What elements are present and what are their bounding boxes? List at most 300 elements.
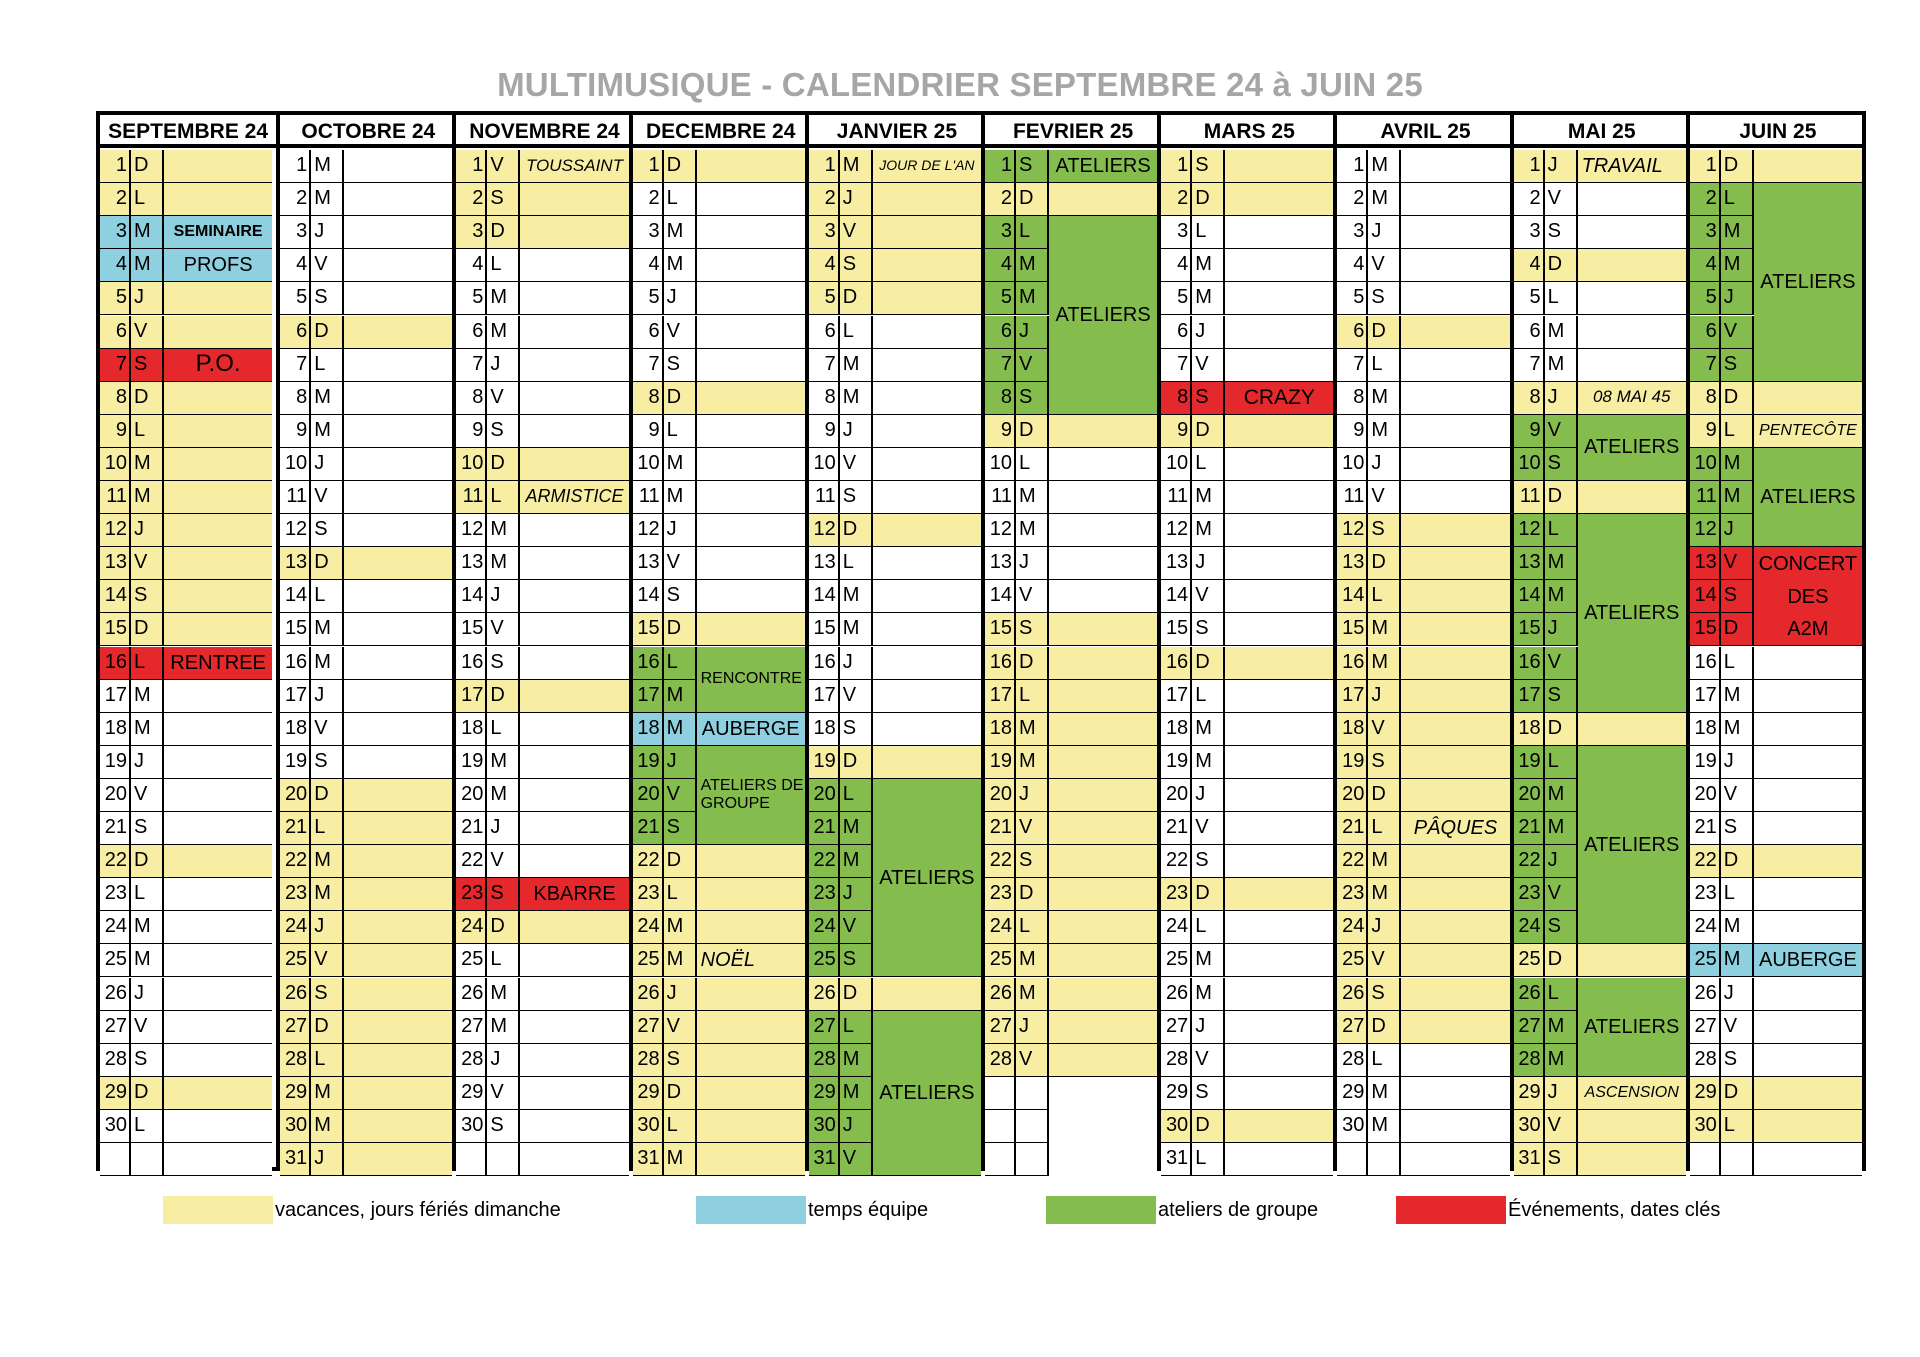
day-letter: L: [664, 415, 697, 448]
day-letter: D: [311, 779, 344, 812]
day-letter: M: [840, 1077, 873, 1110]
day-letter: V: [131, 316, 164, 349]
day-number: 24: [1690, 911, 1721, 944]
day-letter: L: [840, 547, 873, 580]
day-cell: [1401, 1110, 1509, 1143]
day-number: 8: [633, 382, 664, 415]
day-letter: M: [1721, 448, 1754, 481]
day-letter: J: [1721, 514, 1754, 547]
day-number: 14: [1690, 580, 1721, 613]
day-cell: [520, 183, 628, 216]
day-number: 16: [1690, 647, 1721, 680]
day-letter: L: [131, 183, 164, 216]
day-letter: S: [1545, 680, 1578, 713]
day-number: 23: [1690, 878, 1721, 911]
day-cell: [164, 1143, 272, 1176]
day-letter: M: [1192, 481, 1225, 514]
day-number: 16: [985, 647, 1016, 680]
day-cell: [1225, 845, 1333, 878]
day-cell: [697, 282, 805, 315]
day-cell: [1225, 1143, 1333, 1176]
day-cell: [520, 349, 628, 382]
day-number: 23: [456, 878, 487, 911]
day-letter: M: [1721, 216, 1754, 249]
day-cell: [873, 613, 981, 646]
day-number: 9: [100, 415, 131, 448]
day-cell: [1225, 647, 1333, 680]
day-number: 21: [456, 812, 487, 845]
day-number: 5: [280, 282, 311, 315]
day-number: 2: [280, 183, 311, 216]
day-letter: M: [1368, 878, 1401, 911]
day-number: 9: [456, 415, 487, 448]
day-letter: J: [664, 978, 697, 1011]
month-column: [1510, 115, 1690, 1167]
day-letter: D: [1016, 878, 1049, 911]
day-number: 7: [100, 349, 131, 382]
day-number: 19: [1337, 746, 1368, 779]
day-cell: [1049, 514, 1157, 547]
day-cell: [873, 183, 981, 216]
day-cell: [164, 183, 272, 216]
day-letter: [1016, 1110, 1049, 1143]
day-number: 7: [280, 349, 311, 382]
day-cell: [1754, 713, 1862, 746]
day-letter: L: [1545, 746, 1578, 779]
day-letter: L: [131, 647, 164, 680]
event-label: [1401, 812, 1509, 845]
day-number: 2: [456, 183, 487, 216]
day-cell: [520, 1143, 628, 1176]
day-cell: [1401, 1011, 1509, 1044]
day-number: 1: [1690, 150, 1721, 183]
day-letter: D: [131, 150, 164, 183]
day-cell: [1401, 514, 1509, 547]
day-cell: [344, 1077, 452, 1110]
day-number: 14: [1161, 580, 1192, 613]
day-cell: [520, 547, 628, 580]
day-cell: [1754, 1077, 1862, 1110]
day-number: 12: [633, 514, 664, 547]
day-cell: [697, 349, 805, 382]
day-letter: M: [131, 216, 164, 249]
day-cell: [1225, 911, 1333, 944]
day-letter: S: [1721, 349, 1754, 382]
day-cell: [1049, 183, 1157, 216]
day-number: 15: [809, 613, 840, 646]
day-cell: [1754, 647, 1862, 680]
day-letter: M: [1016, 978, 1049, 1011]
day-letter: V: [1545, 647, 1578, 680]
day-number: 8: [1690, 382, 1721, 415]
day-number: 5: [100, 282, 131, 315]
day-letter: V: [1368, 944, 1401, 977]
event-text: TOUSSAINT: [525, 155, 623, 175]
day-letter: M: [1545, 547, 1578, 580]
day-number: 17: [280, 680, 311, 713]
day-letter: D: [1368, 1011, 1401, 1044]
day-cell: [164, 150, 272, 183]
day-letter: D: [487, 448, 520, 481]
day-letter: J: [487, 812, 520, 845]
day-number: 11: [280, 481, 311, 514]
day-letter: J: [1721, 746, 1754, 779]
day-cell: [697, 978, 805, 1011]
day-cell: [520, 514, 628, 547]
day-letter: M: [664, 944, 697, 977]
day-number: 12: [1337, 514, 1368, 547]
month-header: NOVEMBRE 24: [456, 115, 632, 148]
day-number: 3: [1161, 216, 1192, 249]
event-label: [697, 944, 805, 977]
day-number: 13: [1337, 547, 1368, 580]
day-letter: M: [1721, 680, 1754, 713]
day-letter: [1721, 1143, 1754, 1176]
day-number: 25: [1337, 944, 1368, 977]
day-cell: [344, 382, 452, 415]
day-cell: [344, 680, 452, 713]
day-number: 28: [456, 1044, 487, 1077]
day-letter: S: [487, 647, 520, 680]
day-letter: D: [131, 1077, 164, 1110]
day-number: 16: [280, 647, 311, 680]
day-letter: S: [311, 514, 344, 547]
day-letter: L: [131, 878, 164, 911]
event-text: ATELIERS: [1760, 486, 1856, 509]
day-number: 26: [1337, 978, 1368, 1011]
day-letter: L: [1368, 812, 1401, 845]
day-letter: D: [1368, 547, 1401, 580]
calendar-grid: [96, 111, 1866, 1171]
day-number: 10: [100, 448, 131, 481]
day-cell: [1049, 746, 1157, 779]
day-letter: M: [1368, 150, 1401, 183]
day-cell: [344, 713, 452, 746]
day-number: 3: [280, 216, 311, 249]
event-label: [1754, 448, 1862, 547]
day-cell: [697, 481, 805, 514]
day-number: 10: [1337, 448, 1368, 481]
day-number: 27: [1690, 1011, 1721, 1044]
day-number: 5: [1161, 282, 1192, 315]
day-cell: [1225, 514, 1333, 547]
day-number: 4: [100, 249, 131, 282]
day-cell: [1401, 183, 1509, 216]
day-letter: S: [311, 978, 344, 1011]
day-letter: M: [487, 547, 520, 580]
day-letter: L: [311, 349, 344, 382]
day-number: 23: [633, 878, 664, 911]
day-number: 7: [633, 349, 664, 382]
day-letter: V: [1016, 580, 1049, 613]
event-text: PENTECÔTE: [1758, 422, 1857, 440]
day-number: 17: [456, 680, 487, 713]
day-cell: [520, 1044, 628, 1077]
event-label: [164, 647, 272, 680]
day-letter: J: [1192, 316, 1225, 349]
day-letter: D: [664, 150, 697, 183]
day-letter: L: [487, 481, 520, 514]
day-cell: [1225, 1011, 1333, 1044]
day-number: 26: [456, 978, 487, 1011]
day-letter: S: [1721, 812, 1754, 845]
day-letter: D: [1192, 1110, 1225, 1143]
day-number: 20: [100, 779, 131, 812]
day-number: 20: [280, 779, 311, 812]
day-letter: [1016, 1077, 1049, 1110]
day-number: 30: [633, 1110, 664, 1143]
day-letter: L: [664, 647, 697, 680]
day-letter: D: [1016, 415, 1049, 448]
day-cell: [164, 481, 272, 514]
day-number: 12: [809, 514, 840, 547]
day-number: 14: [100, 580, 131, 613]
day-letter: M: [664, 680, 697, 713]
day-number: 10: [456, 448, 487, 481]
day-letter: S: [1192, 150, 1225, 183]
day-cell: [344, 183, 452, 216]
day-letter: S: [1545, 1143, 1578, 1176]
day-cell: [1754, 382, 1862, 415]
day-number: 6: [1514, 316, 1545, 349]
day-number: 17: [633, 680, 664, 713]
day-letter: D: [1721, 150, 1754, 183]
day-number: 17: [100, 680, 131, 713]
day-number: 27: [456, 1011, 487, 1044]
day-cell: [1754, 911, 1862, 944]
day-letter: L: [840, 316, 873, 349]
day-number: 18: [1161, 713, 1192, 746]
day-letter: M: [311, 382, 344, 415]
day-letter: D: [487, 680, 520, 713]
event-text: NOËL: [700, 949, 756, 972]
day-letter: D: [1192, 415, 1225, 448]
day-letter: V: [311, 713, 344, 746]
day-cell: [1225, 547, 1333, 580]
day-number: 13: [456, 547, 487, 580]
event-label: [1754, 944, 1862, 977]
day-letter: J: [1545, 150, 1578, 183]
event-text: ATELIERS: [879, 866, 975, 889]
day-letter: J: [840, 415, 873, 448]
day-number: 12: [1514, 514, 1545, 547]
event-text: AUBERGE: [701, 717, 800, 740]
day-number: 15: [456, 613, 487, 646]
month-header: AVRIL 25: [1337, 115, 1513, 148]
day-letter: M: [1192, 944, 1225, 977]
day-cell: [697, 415, 805, 448]
day-number: 19: [809, 746, 840, 779]
day-letter: D: [1192, 878, 1225, 911]
day-cell: [1401, 216, 1509, 249]
event-text: ATELIERS DE GROUPE: [700, 777, 804, 812]
day-cell: [164, 680, 272, 713]
day-letter: V: [664, 779, 697, 812]
day-number: 24: [280, 911, 311, 944]
day-number: [985, 1077, 1016, 1110]
event-label: [1754, 613, 1862, 646]
day-number: 15: [1690, 613, 1721, 646]
day-cell: [1225, 812, 1333, 845]
day-cell: [1049, 911, 1157, 944]
day-number: 26: [1161, 978, 1192, 1011]
day-number: 15: [1161, 613, 1192, 646]
day-number: 7: [456, 349, 487, 382]
day-letter: D: [1368, 779, 1401, 812]
day-number: 22: [633, 845, 664, 878]
day-letter: D: [664, 613, 697, 646]
day-number: 25: [1514, 944, 1545, 977]
day-cell: [1225, 349, 1333, 382]
day-letter: V: [840, 680, 873, 713]
day-letter: J: [1545, 1077, 1578, 1110]
day-letter: S: [1368, 514, 1401, 547]
day-letter: M: [664, 481, 697, 514]
day-letter: L: [1721, 1110, 1754, 1143]
day-cell: [164, 1077, 272, 1110]
day-cell: [164, 713, 272, 746]
day-number: 29: [100, 1077, 131, 1110]
day-letter: S: [131, 580, 164, 613]
day-cell: [1578, 1110, 1686, 1143]
day-letter: V: [1016, 812, 1049, 845]
day-number: 4: [809, 249, 840, 282]
day-number: 4: [985, 249, 1016, 282]
day-letter: M: [1192, 282, 1225, 315]
day-cell: [520, 812, 628, 845]
day-cell: [873, 713, 981, 746]
day-number: 6: [1690, 316, 1721, 349]
day-cell: [164, 580, 272, 613]
day-cell: [344, 1143, 452, 1176]
day-cell: [1578, 481, 1686, 514]
day-letter: V: [1721, 779, 1754, 812]
day-number: 24: [985, 911, 1016, 944]
day-cell: [344, 547, 452, 580]
day-cell: [1754, 1011, 1862, 1044]
day-number: 2: [100, 183, 131, 216]
day-cell: [520, 448, 628, 481]
day-letter: V: [1016, 1044, 1049, 1077]
day-number: 17: [1690, 680, 1721, 713]
day-number: 21: [280, 812, 311, 845]
day-letter: S: [1016, 150, 1049, 183]
day-cell: [873, 647, 981, 680]
day-number: 2: [1514, 183, 1545, 216]
day-letter: D: [840, 282, 873, 315]
day-number: 7: [985, 349, 1016, 382]
event-label: [697, 746, 805, 845]
day-number: 18: [985, 713, 1016, 746]
day-number: 2: [633, 183, 664, 216]
day-cell: [1401, 249, 1509, 282]
day-cell: [520, 647, 628, 680]
day-number: 24: [100, 911, 131, 944]
day-cell: [1401, 878, 1509, 911]
day-cell: [344, 944, 452, 977]
page-title: MULTIMUSIQUE - CALENDRIER SEPTEMBRE 24 à JUIN 25: [497, 66, 1423, 103]
day-number: 13: [985, 547, 1016, 580]
day-letter: D: [1721, 845, 1754, 878]
day-number: 1: [633, 150, 664, 183]
day-number: 12: [280, 514, 311, 547]
day-letter: J: [311, 1143, 344, 1176]
day-cell: [1401, 613, 1509, 646]
day-cell: [1754, 150, 1862, 183]
day-letter: M: [487, 282, 520, 315]
day-letter: L: [1016, 216, 1049, 249]
day-number: 30: [809, 1110, 840, 1143]
day-number: 25: [633, 944, 664, 977]
day-letter: M: [1721, 481, 1754, 514]
event-text: KBARRE: [533, 883, 616, 906]
day-letter: V: [1192, 580, 1225, 613]
day-number: 6: [280, 316, 311, 349]
day-letter: L: [664, 183, 697, 216]
day-cell: [1754, 878, 1862, 911]
day-number: 8: [280, 382, 311, 415]
day-number: 4: [1690, 249, 1721, 282]
day-number: 1: [100, 150, 131, 183]
day-number: 28: [280, 1044, 311, 1077]
day-cell: [1401, 316, 1509, 349]
day-number: 17: [1337, 680, 1368, 713]
day-letter: S: [1192, 613, 1225, 646]
day-cell: [1401, 911, 1509, 944]
event-text: SEMINAIRE: [173, 223, 263, 241]
day-letter: L: [1545, 978, 1578, 1011]
day-cell: [344, 1110, 452, 1143]
day-letter: M: [1368, 1077, 1401, 1110]
day-cell: [1049, 481, 1157, 514]
day-cell: [344, 1044, 452, 1077]
day-letter: D: [1016, 183, 1049, 216]
event-label: [1578, 382, 1686, 415]
day-number: 13: [100, 547, 131, 580]
day-letter: M: [1192, 713, 1225, 746]
day-letter: V: [1721, 316, 1754, 349]
day-number: 3: [985, 216, 1016, 249]
day-number: 30: [1514, 1110, 1545, 1143]
day-cell: [164, 1110, 272, 1143]
day-number: 19: [1161, 746, 1192, 779]
event-text: RENCONTRE: [700, 670, 802, 688]
day-letter: M: [664, 216, 697, 249]
day-cell: [344, 514, 452, 547]
day-cell: [873, 580, 981, 613]
day-cell: [697, 911, 805, 944]
day-number: 16: [633, 647, 664, 680]
day-letter: J: [131, 978, 164, 1011]
day-letter: M: [1192, 514, 1225, 547]
day-letter: J: [487, 1044, 520, 1077]
day-number: 21: [1337, 812, 1368, 845]
day-number: 7: [1690, 349, 1721, 382]
day-cell: [873, 349, 981, 382]
day-number: 19: [456, 746, 487, 779]
day-letter: S: [664, 812, 697, 845]
day-cell: [1401, 547, 1509, 580]
day-cell: [520, 779, 628, 812]
month-column: [452, 115, 632, 1167]
day-number: 20: [633, 779, 664, 812]
day-letter: D: [1192, 183, 1225, 216]
event-text: JOUR DE L'AN: [879, 157, 975, 174]
day-letter: J: [487, 349, 520, 382]
day-number: 21: [985, 812, 1016, 845]
day-cell: [164, 282, 272, 315]
day-number: 4: [1514, 249, 1545, 282]
